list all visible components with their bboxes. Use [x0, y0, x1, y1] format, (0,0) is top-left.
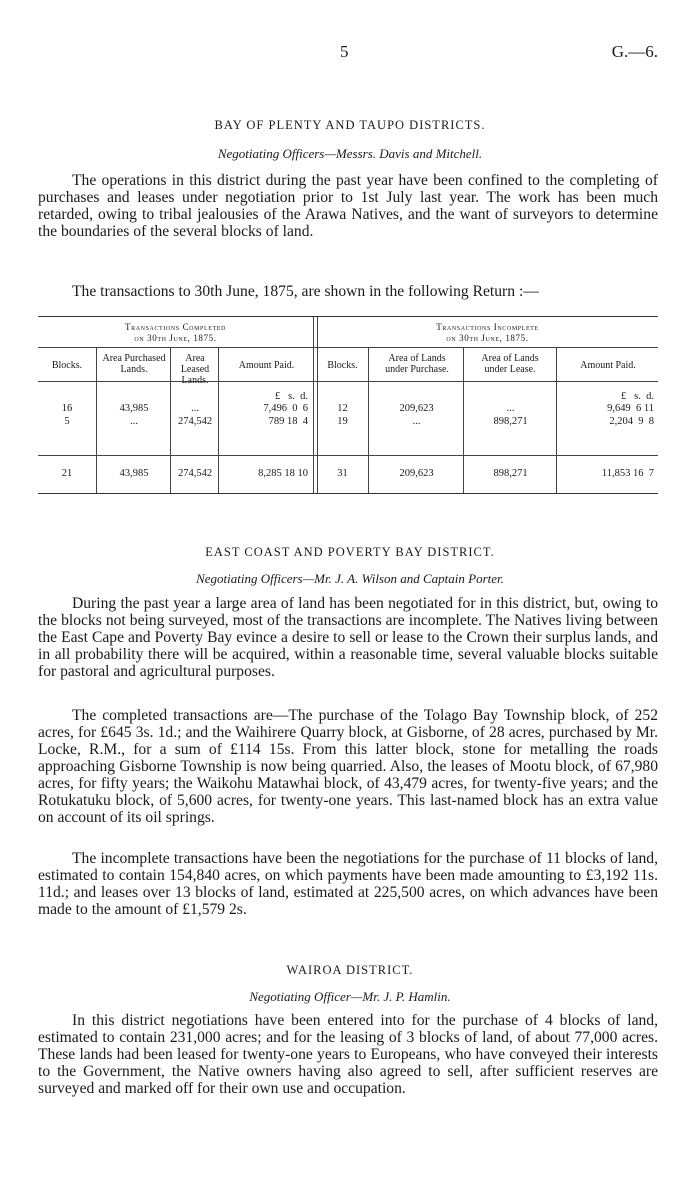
incomplete-group-heading [317, 322, 658, 344]
table-cell: 274,542 [177, 416, 213, 427]
total-cell: 21 [61, 468, 73, 479]
column-header: Area of Lands under Lease. [481, 353, 539, 375]
section-subtitle: Negotiating Officers—Mr. J. A. Wilson and Captain Porter. [196, 571, 504, 586]
table-cell: 12 [337, 403, 348, 414]
completed-heading-line: Transactions Completed [125, 322, 226, 332]
table-cell: 9,649 6 11 [607, 403, 654, 414]
table-cell: ... [412, 416, 421, 427]
page-header [0, 42, 700, 66]
column-header: Blocks. [51, 360, 83, 371]
section-subtitle: Negotiating Officer—Mr. J. P. Hamlin. [249, 989, 451, 1004]
table-cell: 16 [61, 403, 73, 414]
return-table [38, 316, 658, 494]
total-cell: 43,985 [119, 468, 149, 479]
column-header: Amount Paid. [238, 360, 295, 371]
money-units-label: £ s. d. [275, 391, 308, 402]
table-cell: 789 18 4 [268, 416, 308, 427]
incomplete-heading-line: on 30th June, 1875. [446, 333, 529, 343]
page-number: 5 [340, 42, 349, 61]
section-title: EAST COAST AND POVERTY BAY DISTRICT. [205, 545, 495, 559]
total-cell: 31 [337, 468, 348, 479]
table-cell: 2,204 9 8 [609, 416, 654, 427]
total-cell: 8,285 18 10 [258, 468, 308, 479]
table-cell: 5 [64, 416, 70, 427]
table-cell: ... [130, 416, 138, 427]
completed-heading-line: on 30th June, 1875. [134, 333, 217, 343]
column-header: Blocks. [327, 360, 358, 371]
table-cell: ... [506, 403, 515, 414]
section-title: BAY OF PLENTY AND TAUPO DISTRICTS. [214, 118, 486, 132]
table-cell: 43,985 [119, 403, 149, 414]
column-header: Area Purchased Lands. [102, 353, 166, 375]
section-title: WAIROA DISTRICT. [286, 963, 414, 977]
table-cell: ... [191, 403, 199, 414]
incomplete-heading-line: Transactions Incomplete [436, 322, 539, 332]
paragraph: The incomplete transactions have been the negotiations for the purchase of 11 blocks of land, estimated to contain 154,840 acres, on which payments have been made amounting to £3,192 11s. 11d.; and leases over 13 blocks of land, estimated at 225,500 acres, on which advances have been made to the amount of £1,579 2s. [38, 850, 658, 918]
total-cell: 898,271 [493, 468, 528, 479]
document-reference: G.—6. [611, 42, 658, 61]
table-cell: 19 [337, 416, 348, 427]
table-cell: 7,496 0 6 [263, 403, 308, 414]
table-cell: 209,623 [399, 403, 434, 414]
money-units-label: £ s. d. [621, 391, 654, 402]
column-header: Amount Paid. [580, 360, 636, 371]
paragraph: The transactions to 30th June, 1875, are shown in the following Return :— [72, 283, 539, 300]
paragraph: During the past year a large area of land has been negotiated for in this district, but, owing to the blocks not being surveyed, most of the transactions are incomplete. The Natives living between the East Cape and Poverty Bay evince a desire to sell or lease to the Crown their surplus lands, and in all probability there will be acquired, within a reasonable time, several valuable blocks suitable for pastoral and agricultural purposes. [38, 595, 658, 680]
paragraph: The completed transactions are—The purchase of the Tolago Bay Township block, of 252 acres, for £645 3s. 1d.; and the Waihirere Quarry block, at Gisborne, of 28 acres, purchased by Mr. Locke, R.M., for a sum of £114 15s. From this latter block, stone for metalling the roads approaching Gisborne Township is now being quarried. Also, the leases of Mootu block, of 67,980 acres, for fifty years; the Waikohu Matawhai block, of 43,479 acres, for twenty-five years; and the Rotukatuku block, of 5,600 acres, for twenty-one years. This last-named block has an extra value on account of its oil springs. [38, 707, 658, 826]
total-cell: 209,623 [399, 468, 434, 479]
section-subtitle: Negotiating Officers—Messrs. Davis and Mitchell. [217, 146, 483, 161]
column-header: Area of Lands under Purchase. [385, 353, 449, 375]
column-header: Area Leased Lands. [180, 353, 210, 386]
paragraph: In this district negotiations have been entered into for the purchase of 4 blocks of land, estimated to contain 231,000 acres; and for the leasing of 3 blocks of land, of about 77,000 acres. These lands had been leased for twenty-one years to Europeans, who have conveyed their interests to the Government, the Native owners having also agreed to sell, after sufficient reserves are surveyed and marked off for their own use and occupation. [38, 1012, 658, 1097]
total-cell: 274,542 [177, 468, 213, 479]
paragraph: The operations in this district during the past year have been confined to the completing of purchases and leases under negotiation prior to 1st July last year. The work has been much retarded, owing to tribal jealousies of the Arawa Natives, and the want of surveyors to determine the boundaries of the several blocks of land. [38, 172, 658, 240]
table-cell: 898,271 [493, 416, 528, 427]
total-cell: 11,853 16 7 [601, 468, 654, 479]
completed-group-heading [38, 322, 313, 344]
